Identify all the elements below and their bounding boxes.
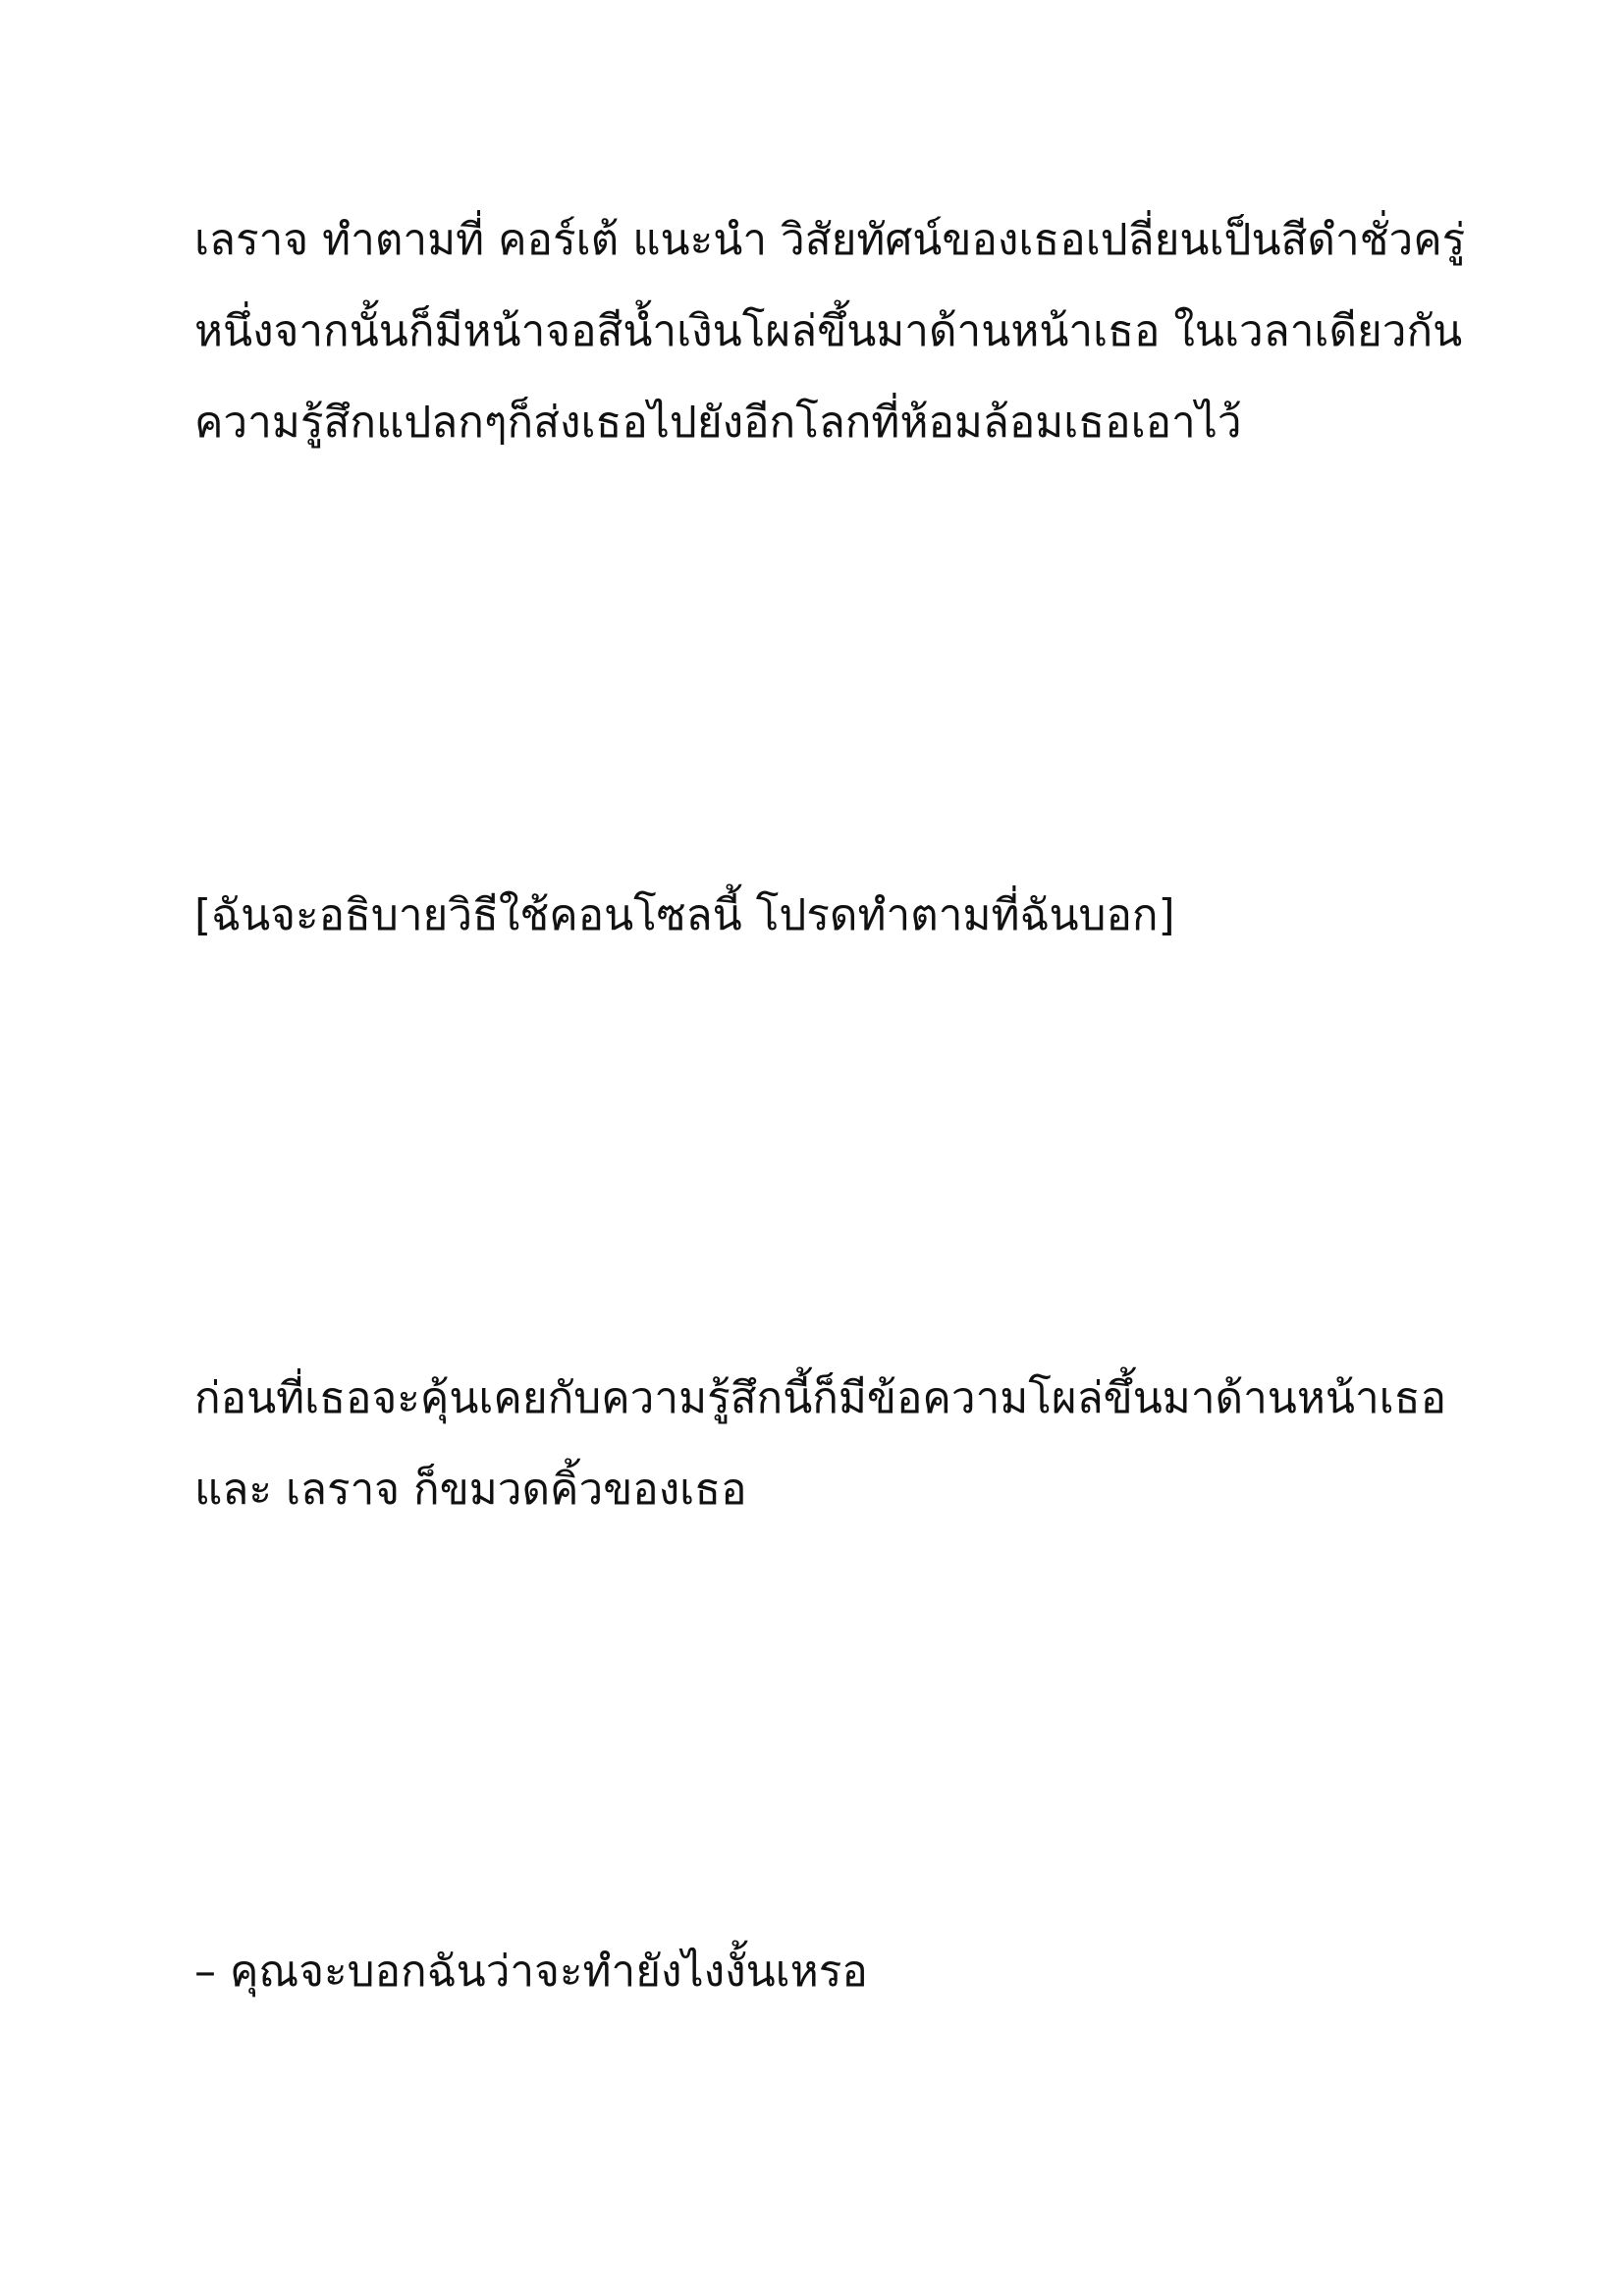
paragraph-system-message: [194, 870, 1471, 961]
text-line: ก่อนที่เธอจะคุ้นเคยกับความรู้สึกนี้ก็มีข้อความโผล่ขึ้นมาด้านหน้าเธอ: [194, 1373, 1446, 1423]
paragraph-narration-console-appears: [194, 194, 1471, 468]
text-line: – คุณจะบอกฉันว่าจะทำยังไงงั้นเหรอ: [194, 1947, 868, 1997]
text-line: และ เลราจ ก็ขมวดคิ้วของเธอ: [194, 1465, 747, 1515]
text-line: ความรู้สึกแปลกๆก็ส่งเธอไปยังอีกโลกที่ห้อมล้อมเธอเอาไว้: [194, 398, 1242, 448]
text-line: หนึ่งจากนั้นก็มีหน้าจอสีน้ำเงินโผล่ขึ้นมาด้านหน้าเธอ ในเวลาเดียวกัน: [194, 306, 1463, 356]
paragraph-narration-frown: [194, 1353, 1471, 1535]
text-line: เลราจ ทำตามที่ คอร์เต้ แนะนำ วิสัยทัศน์ของเธอเปลี่ยนเป็นสีดำชั่วครู่: [194, 215, 1466, 265]
text-line: [ฉันจะอธิบายวิธีใช้คอนโซลนี้ โปรดทำตามที่ฉันบอก]: [194, 890, 1175, 940]
paragraph-dialogue: [194, 1926, 1471, 2017]
